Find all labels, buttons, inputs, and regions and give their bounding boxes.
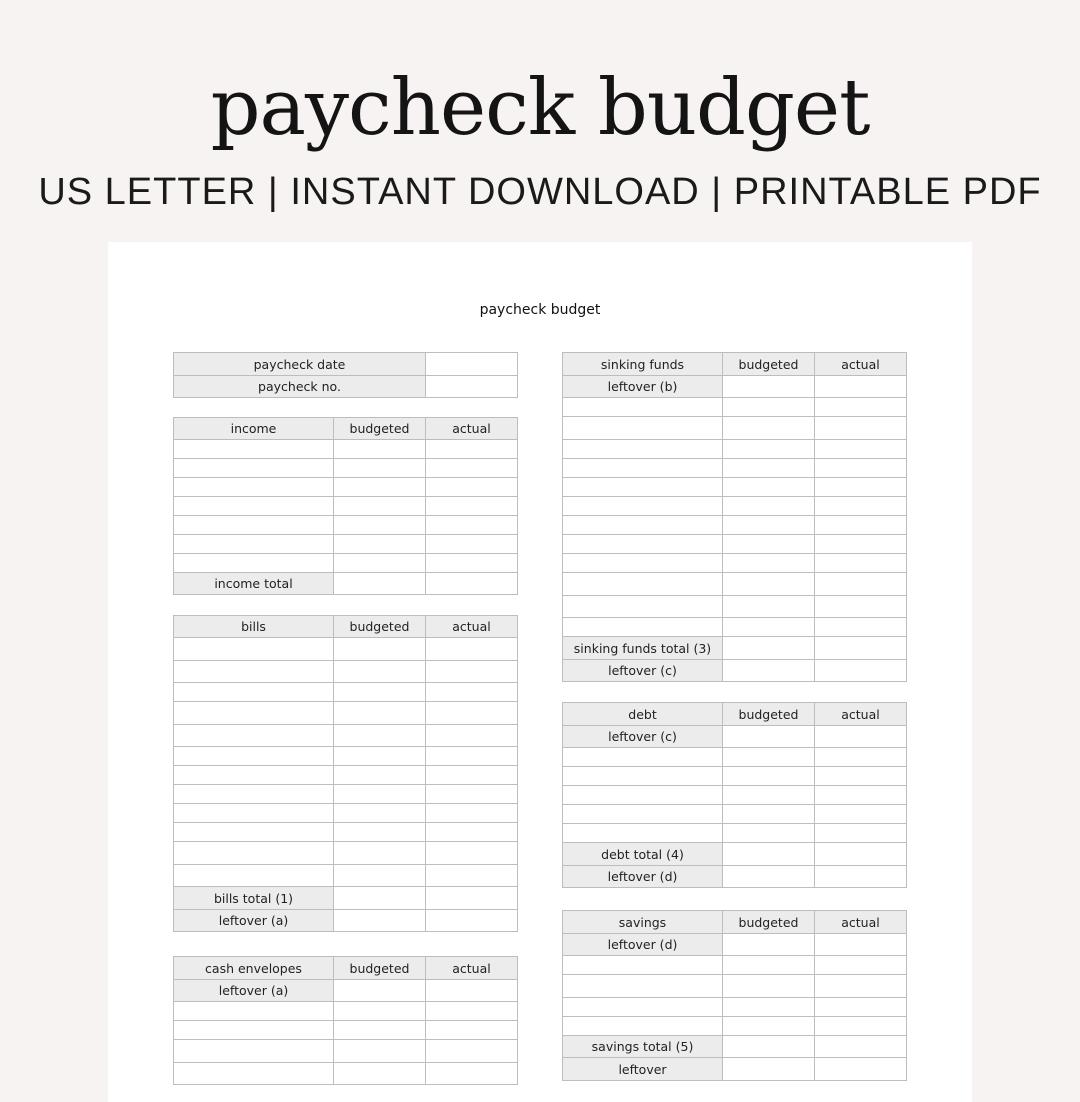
budgeted-cell[interactable] (723, 767, 815, 786)
actual-cell[interactable] (426, 747, 518, 766)
actual-cell[interactable] (426, 497, 518, 516)
row-label[interactable]: income total (174, 573, 334, 595)
savings-table (562, 910, 907, 1081)
budgeted-cell[interactable] (723, 376, 815, 398)
budgeted-cell[interactable] (723, 398, 815, 417)
row-label[interactable] (563, 398, 723, 417)
table-row (174, 573, 518, 595)
budgeted-cell[interactable] (723, 417, 815, 440)
table-row (563, 398, 907, 417)
column-header: actual (815, 911, 907, 934)
table-row (563, 660, 907, 682)
row-label[interactable] (174, 725, 334, 747)
row-label[interactable]: paycheck date (174, 353, 426, 376)
row-label[interactable] (174, 1063, 334, 1085)
table-row (563, 417, 907, 440)
table-row (563, 726, 907, 748)
actual-cell[interactable] (815, 376, 907, 398)
actual-cell[interactable] (426, 823, 518, 842)
table-row (563, 843, 907, 866)
table-row (174, 497, 518, 516)
row-label[interactable] (174, 804, 334, 823)
row-label[interactable] (174, 865, 334, 887)
actual-cell[interactable] (815, 596, 907, 618)
sheet-title: paycheck budget (479, 302, 601, 318)
budgeted-cell[interactable] (334, 1021, 426, 1040)
actual-cell[interactable] (815, 767, 907, 786)
debt-table (562, 702, 907, 888)
actual-cell[interactable] (815, 843, 907, 866)
table-row (563, 497, 907, 516)
budgeted-cell[interactable] (334, 1063, 426, 1085)
column-header: savings (563, 911, 723, 934)
actual-cell[interactable] (815, 726, 907, 748)
budgeted-cell[interactable] (334, 785, 426, 804)
budgeted-cell[interactable] (723, 1058, 815, 1081)
budgeted-cell[interactable] (334, 910, 426, 932)
row-label[interactable] (174, 823, 334, 842)
row-label[interactable] (174, 535, 334, 554)
column-header: sinking funds (563, 353, 723, 376)
table-row (174, 440, 518, 459)
budgeted-cell[interactable] (334, 725, 426, 747)
budgeted-cell[interactable] (334, 661, 426, 683)
budgeted-cell[interactable] (334, 887, 426, 910)
column-header: cash envelopes (174, 957, 334, 980)
actual-cell[interactable] (426, 842, 518, 865)
row-label[interactable] (174, 516, 334, 535)
row-label[interactable] (563, 497, 723, 516)
actual-cell[interactable] (426, 1040, 518, 1063)
actual-cell[interactable] (815, 956, 907, 975)
row-label[interactable] (563, 767, 723, 786)
table-row (174, 702, 518, 725)
budgeted-cell[interactable] (334, 478, 426, 497)
table-row (174, 725, 518, 747)
table-row (174, 516, 518, 535)
table-row (563, 554, 907, 573)
actual-cell[interactable] (426, 573, 518, 595)
actual-cell[interactable] (426, 910, 518, 932)
row-label[interactable] (174, 554, 334, 573)
budgeted-cell[interactable] (723, 535, 815, 554)
row-label[interactable] (174, 842, 334, 865)
budgeted-cell[interactable] (723, 805, 815, 824)
actual-cell[interactable] (815, 1058, 907, 1081)
table-row (174, 683, 518, 702)
row-label[interactable] (563, 417, 723, 440)
budgeted-cell[interactable] (334, 804, 426, 823)
table-header-row (174, 957, 518, 980)
table-row (563, 1036, 907, 1058)
budgeted-cell[interactable] (723, 660, 815, 682)
table-header-row (563, 911, 907, 934)
table-header-row (563, 353, 907, 376)
budgeted-cell[interactable] (334, 1040, 426, 1063)
budgeted-cell[interactable] (334, 638, 426, 661)
actual-cell[interactable] (426, 804, 518, 823)
budgeted-cell[interactable] (334, 766, 426, 785)
budgeted-cell[interactable] (334, 554, 426, 573)
actual-cell[interactable] (426, 1063, 518, 1085)
table-row (174, 865, 518, 887)
cash-envelopes-table (173, 956, 518, 1085)
table-row (174, 842, 518, 865)
actual-cell[interactable] (426, 785, 518, 804)
budgeted-cell[interactable] (723, 824, 815, 843)
row-label[interactable] (174, 661, 334, 683)
table-row (174, 823, 518, 842)
budgeted-cell[interactable] (334, 573, 426, 595)
row-label[interactable] (174, 683, 334, 702)
table-row (563, 637, 907, 660)
budgeted-cell[interactable] (723, 975, 815, 998)
table-row (174, 535, 518, 554)
hero-title: paycheck budget (210, 63, 870, 153)
table-row (563, 934, 907, 956)
table-row (563, 956, 907, 975)
actual-cell[interactable] (815, 660, 907, 682)
row-label[interactable] (174, 1021, 334, 1040)
row-label[interactable] (174, 638, 334, 661)
row-label[interactable] (563, 516, 723, 535)
table-row (563, 1017, 907, 1036)
budgeted-cell[interactable] (723, 934, 815, 956)
table-row (174, 910, 518, 932)
budgeted-cell[interactable] (723, 956, 815, 975)
actual-cell[interactable] (815, 786, 907, 805)
row-label[interactable]: paycheck no. (174, 376, 426, 398)
budgeted-cell[interactable] (723, 516, 815, 535)
row-label[interactable] (563, 786, 723, 805)
budgeted-cell[interactable] (334, 842, 426, 865)
table-header-row (174, 616, 518, 638)
table-row (174, 638, 518, 661)
row-label[interactable] (174, 702, 334, 725)
budgeted-cell[interactable] (334, 516, 426, 535)
table-row (563, 1058, 907, 1081)
row-label[interactable] (563, 748, 723, 767)
table-row (563, 805, 907, 824)
actual-cell[interactable] (815, 459, 907, 478)
row-label[interactable] (563, 824, 723, 843)
row-label[interactable] (563, 440, 723, 459)
table-row (174, 785, 518, 804)
table-row (563, 440, 907, 459)
column-header: income (174, 418, 334, 440)
actual-cell[interactable] (426, 478, 518, 497)
budgeted-cell[interactable] (723, 748, 815, 767)
table-row (174, 980, 518, 1002)
column-header: budgeted (723, 703, 815, 726)
actual-cell[interactable] (426, 725, 518, 747)
table-row (174, 887, 518, 910)
table-row (174, 459, 518, 478)
budgeted-cell[interactable] (723, 478, 815, 497)
table-row (174, 766, 518, 785)
row-label[interactable] (563, 998, 723, 1017)
sinking-funds-table (562, 352, 907, 682)
table-row (563, 767, 907, 786)
column-header: debt (563, 703, 723, 726)
row-label[interactable] (563, 478, 723, 497)
budgeted-cell[interactable] (334, 535, 426, 554)
table-row (563, 596, 907, 618)
actual-cell[interactable] (426, 516, 518, 535)
budgeted-cell[interactable] (334, 459, 426, 478)
table-row (174, 1021, 518, 1040)
actual-cell[interactable] (815, 497, 907, 516)
budgeted-cell[interactable] (723, 618, 815, 637)
table-header-row (174, 418, 518, 440)
actual-cell[interactable] (815, 417, 907, 440)
column-header: actual (426, 957, 518, 980)
budgeted-cell[interactable] (334, 980, 426, 1002)
hero-subtitle: US LETTER | INSTANT DOWNLOAD | PRINTABLE PDF (38, 171, 1042, 213)
table-row (563, 618, 907, 637)
budgeted-cell[interactable] (334, 497, 426, 516)
row-label[interactable] (174, 747, 334, 766)
table-row (563, 998, 907, 1017)
actual-cell[interactable] (815, 975, 907, 998)
row-label[interactable] (563, 805, 723, 824)
budgeted-cell[interactable] (723, 637, 815, 660)
actual-cell[interactable] (815, 637, 907, 660)
table-row (174, 353, 518, 376)
actual-cell[interactable] (815, 535, 907, 554)
actual-cell[interactable] (426, 661, 518, 683)
row-label[interactable] (563, 554, 723, 573)
budgeted-cell[interactable] (723, 554, 815, 573)
table-row (174, 1040, 518, 1063)
table-row (174, 747, 518, 766)
row-label[interactable] (563, 975, 723, 998)
actual-cell[interactable] (815, 805, 907, 824)
budgeted-cell[interactable] (723, 843, 815, 866)
actual-cell[interactable] (426, 980, 518, 1002)
row-label[interactable]: leftover (a) (174, 980, 334, 1002)
actual-cell[interactable] (815, 478, 907, 497)
table-row (174, 478, 518, 497)
row-label[interactable] (563, 618, 723, 637)
actual-cell[interactable] (426, 1021, 518, 1040)
table-row (174, 1063, 518, 1085)
row-label[interactable] (174, 785, 334, 804)
value-cell[interactable] (426, 376, 518, 398)
actual-cell[interactable] (426, 766, 518, 785)
actual-cell[interactable] (815, 998, 907, 1017)
row-label[interactable] (174, 478, 334, 497)
actual-cell[interactable] (815, 618, 907, 637)
table-row (174, 554, 518, 573)
actual-cell[interactable] (815, 748, 907, 767)
column-header: actual (426, 616, 518, 638)
table-row (563, 459, 907, 478)
budgeted-cell[interactable] (723, 786, 815, 805)
row-label[interactable]: leftover (d) (563, 866, 723, 888)
actual-cell[interactable] (815, 824, 907, 843)
budgeted-cell[interactable] (723, 497, 815, 516)
budgeted-cell[interactable] (723, 459, 815, 478)
row-label[interactable] (563, 956, 723, 975)
actual-cell[interactable] (815, 398, 907, 417)
table-row (174, 376, 518, 398)
table-row (174, 661, 518, 683)
row-label[interactable] (563, 535, 723, 554)
budgeted-cell[interactable] (334, 865, 426, 887)
row-label[interactable] (174, 1002, 334, 1021)
actual-cell[interactable] (426, 440, 518, 459)
paycheck-info-table (173, 352, 518, 398)
budgeted-cell[interactable] (334, 683, 426, 702)
income-table (173, 417, 518, 595)
actual-cell[interactable] (815, 934, 907, 956)
actual-cell[interactable] (815, 573, 907, 596)
actual-cell[interactable] (815, 440, 907, 459)
budgeted-cell[interactable] (334, 702, 426, 725)
budgeted-cell[interactable] (723, 440, 815, 459)
table-row (563, 866, 907, 888)
budgeted-cell[interactable] (723, 866, 815, 888)
row-label[interactable] (174, 459, 334, 478)
row-label[interactable] (563, 459, 723, 478)
row-label[interactable]: leftover (a) (174, 910, 334, 932)
budgeted-cell[interactable] (723, 573, 815, 596)
row-label[interactable]: leftover (c) (563, 660, 723, 682)
table-row (174, 804, 518, 823)
value-cell[interactable] (426, 353, 518, 376)
row-label[interactable]: leftover (563, 1058, 723, 1081)
table-row (563, 824, 907, 843)
actual-cell[interactable] (815, 1017, 907, 1036)
column-header: budgeted (723, 911, 815, 934)
column-header: budgeted (334, 616, 426, 638)
row-label[interactable]: bills total (1) (174, 887, 334, 910)
actual-cell[interactable] (426, 1002, 518, 1021)
row-label[interactable]: leftover (c) (563, 726, 723, 748)
bills-table (173, 615, 518, 932)
budget-sheet (108, 242, 972, 1102)
actual-cell[interactable] (815, 516, 907, 535)
row-label[interactable] (563, 573, 723, 596)
actual-cell[interactable] (426, 865, 518, 887)
actual-cell[interactable] (426, 683, 518, 702)
table-row (563, 748, 907, 767)
row-label[interactable] (174, 1040, 334, 1063)
row-label[interactable] (563, 596, 723, 618)
row-label[interactable]: leftover (b) (563, 376, 723, 398)
row-label[interactable]: savings total (5) (563, 1036, 723, 1058)
table-row (563, 478, 907, 497)
actual-cell[interactable] (426, 459, 518, 478)
table-row (563, 975, 907, 998)
row-label[interactable]: debt total (4) (563, 843, 723, 866)
row-label[interactable]: leftover (d) (563, 934, 723, 956)
budgeted-cell[interactable] (723, 1036, 815, 1058)
column-header: budgeted (723, 353, 815, 376)
column-header: budgeted (334, 957, 426, 980)
budgeted-cell[interactable] (334, 823, 426, 842)
budgeted-cell[interactable] (723, 596, 815, 618)
actual-cell[interactable] (426, 638, 518, 661)
column-header: actual (426, 418, 518, 440)
column-header: actual (815, 703, 907, 726)
table-row (174, 1002, 518, 1021)
column-header: bills (174, 616, 334, 638)
table-row (563, 786, 907, 805)
column-header: actual (815, 353, 907, 376)
budgeted-cell[interactable] (723, 998, 815, 1017)
table-row (563, 516, 907, 535)
table-row (563, 535, 907, 554)
actual-cell[interactable] (815, 866, 907, 888)
row-label[interactable] (174, 766, 334, 785)
budgeted-cell[interactable] (334, 440, 426, 459)
budgeted-cell[interactable] (334, 1002, 426, 1021)
row-label[interactable] (174, 497, 334, 516)
row-label[interactable] (563, 1017, 723, 1036)
column-header: budgeted (334, 418, 426, 440)
row-label[interactable] (174, 440, 334, 459)
budgeted-cell[interactable] (334, 747, 426, 766)
budgeted-cell[interactable] (723, 1017, 815, 1036)
table-row (563, 376, 907, 398)
actual-cell[interactable] (815, 1036, 907, 1058)
table-row (563, 573, 907, 596)
actual-cell[interactable] (815, 554, 907, 573)
actual-cell[interactable] (426, 535, 518, 554)
actual-cell[interactable] (426, 554, 518, 573)
row-label[interactable]: sinking funds total (3) (563, 637, 723, 660)
actual-cell[interactable] (426, 702, 518, 725)
budgeted-cell[interactable] (723, 726, 815, 748)
actual-cell[interactable] (426, 887, 518, 910)
table-header-row (563, 703, 907, 726)
